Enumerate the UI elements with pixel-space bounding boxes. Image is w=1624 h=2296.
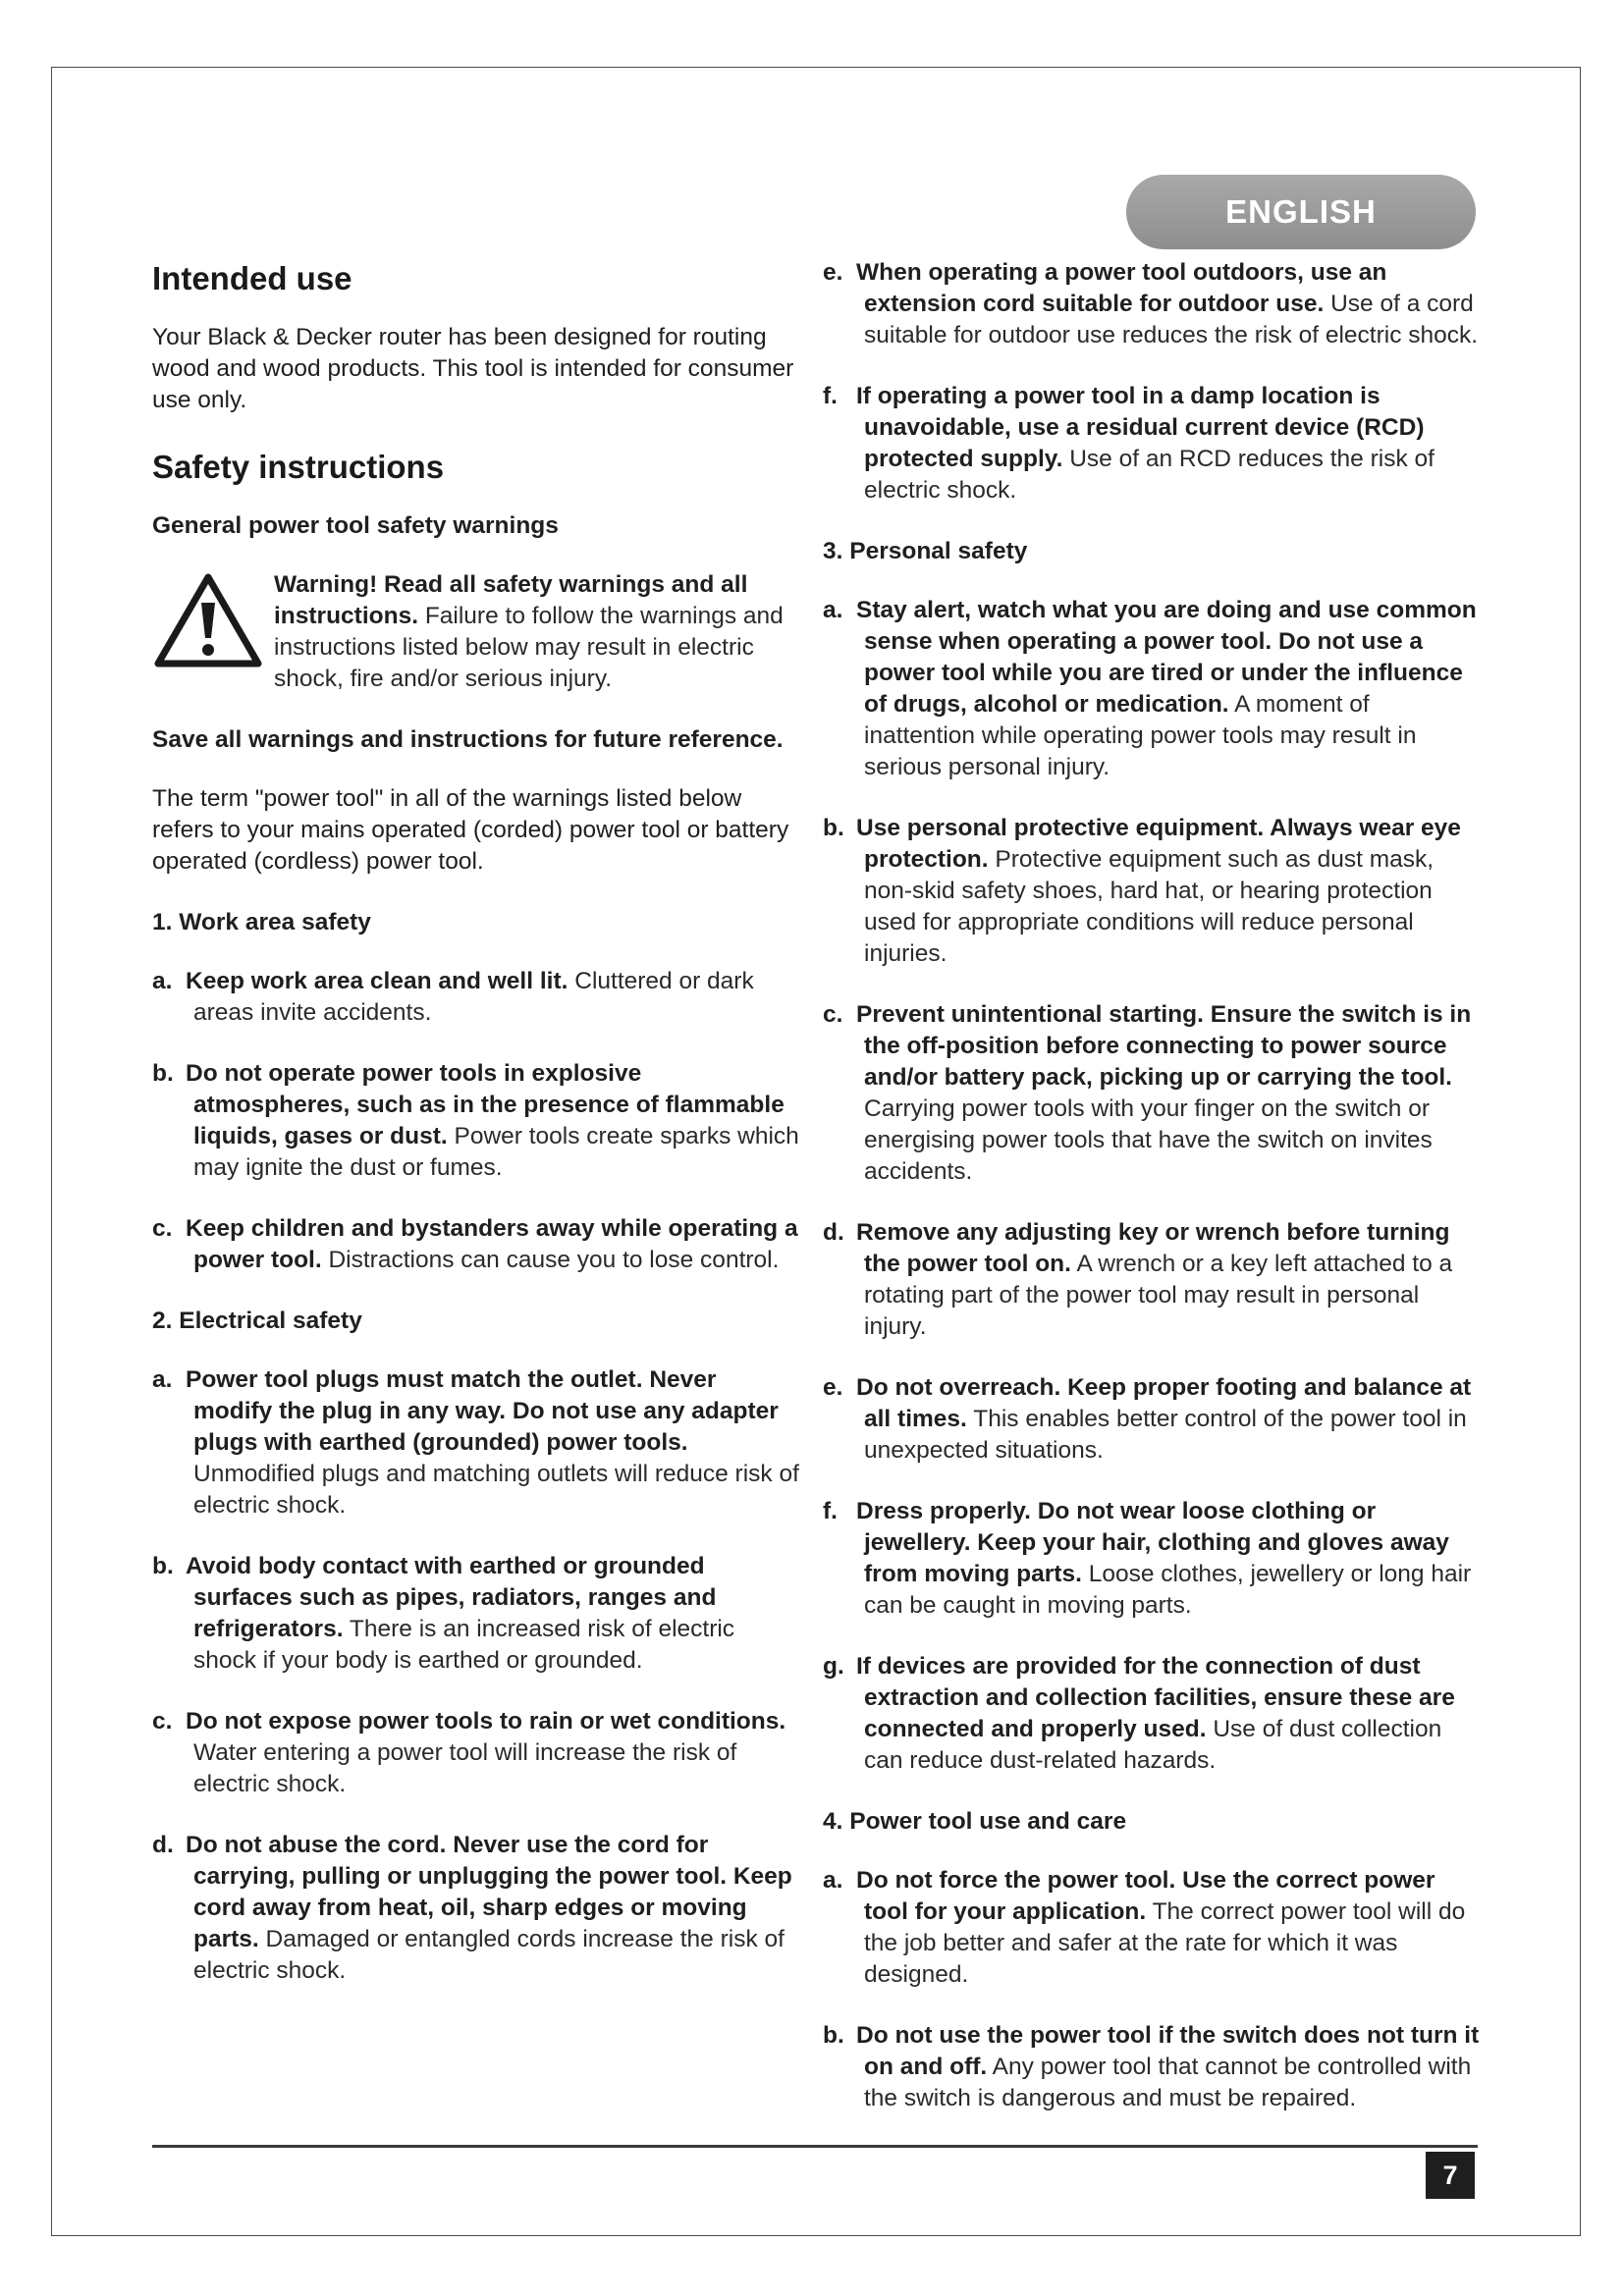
list-item bbox=[152, 1551, 800, 1677]
power-tool-term-text: The term "power tool" in all of the warnings listed below refers to your mains operated (corded) power tool or battery operated (cordless) power tool. bbox=[152, 785, 789, 875]
item-text: Use of dust collection can reduce dust-related hazards. bbox=[864, 1716, 1442, 1774]
left-column bbox=[152, 257, 800, 2016]
section-1-heading: 1. Work area safety bbox=[152, 909, 371, 935]
item-bold: Do not force the power tool. Use the correct power tool for your application. bbox=[856, 1867, 1435, 1925]
item-bold: Remove any adjusting key or wrench before turning the power tool on. bbox=[856, 1219, 1450, 1277]
warning-block bbox=[152, 569, 800, 695]
item-bold: Prevent unintentional starting. Ensure the switch is in the off-position before connecting to power source and/or battery pack, picking up or carrying the tool. bbox=[856, 1001, 1472, 1091]
list-item bbox=[823, 381, 1486, 507]
footer-rule bbox=[152, 2145, 1478, 2148]
list-item bbox=[152, 1058, 800, 1184]
item-bold: Avoid body contact with earthed or grounded surfaces such as pipes, radiators, ranges and refrigerators. bbox=[186, 1553, 717, 1642]
item-bold: Do not overreach. Keep proper footing and balance at all times. bbox=[856, 1374, 1472, 1432]
item-bold: When operating a power tool outdoors, use an extension cord suitable for outdoor use. bbox=[856, 259, 1387, 317]
item-text: A wrench or a key left attached to a rotating part of the power tool may result in personal injury. bbox=[864, 1251, 1453, 1340]
item-marker: d. bbox=[152, 1832, 174, 1858]
list-item bbox=[823, 2020, 1486, 2114]
list-item bbox=[823, 257, 1486, 351]
item-bold: Stay alert, watch what you are doing and use common sense when operating a power tool. Do not use a power tool while you are tired or under the influence of drugs, alcohol or medication. bbox=[856, 597, 1477, 718]
item-text: There is an increased risk of electric shock if your body is earthed or grounded. bbox=[193, 1616, 735, 1674]
item-bold: If devices are provided for the connection of dust extraction and collection facilities, ensure these are connected and properly used. bbox=[856, 1653, 1455, 1742]
item-marker: c. bbox=[152, 1215, 173, 1242]
item-bold: Do not abuse the cord. Never use the cord for carrying, pulling or unplugging the power tool. Keep cord away from heat, oil, sharp edges or moving parts. bbox=[186, 1832, 792, 1952]
item-text: This enables better control of the power tool in unexpected situations. bbox=[864, 1406, 1467, 1464]
item-marker: e. bbox=[823, 1374, 843, 1401]
item-marker: c. bbox=[823, 1001, 843, 1028]
item-marker: f. bbox=[823, 383, 838, 409]
list-item bbox=[152, 1213, 800, 1276]
list-item bbox=[823, 1496, 1486, 1622]
item-text: Water entering a power tool will increase the risk of electric shock. bbox=[193, 1739, 737, 1797]
item-bold: Keep work area clean and well lit. bbox=[186, 968, 568, 994]
section-3-heading: 3. Personal safety bbox=[823, 538, 1028, 564]
list-item bbox=[152, 1830, 800, 1987]
list-item bbox=[823, 1217, 1486, 1343]
item-text: Damaged or entangled cords increase the risk of electric shock. bbox=[193, 1926, 785, 1984]
list-item bbox=[823, 1865, 1486, 1991]
safety-instructions-heading: Safety instructions bbox=[152, 449, 445, 485]
section-2-heading: 2. Electrical safety bbox=[152, 1308, 362, 1334]
intended-use-text: Your Black & Decker router has been designed for routing wood and wood products. This tool is intended for consumer use only. bbox=[152, 324, 794, 413]
item-text: Unmodified plugs and matching outlets will reduce risk of electric shock. bbox=[193, 1461, 799, 1519]
item-text: A moment of inattention while operating power tools may result in serious personal injury. bbox=[864, 691, 1417, 780]
warning-bold-text: Warning! Read all safety warnings and all instructions. bbox=[274, 571, 748, 629]
right-column bbox=[823, 257, 1486, 2144]
item-bold: Do not operate power tools in explosive atmospheres, such as in the presence of flammable liquids, gases or dust. bbox=[186, 1060, 785, 1149]
language-tab: ENGLISH bbox=[1126, 175, 1476, 249]
save-warnings-text: Save all warnings and instructions for future reference. bbox=[152, 726, 784, 753]
item-marker: a. bbox=[152, 968, 173, 994]
list-item bbox=[152, 1364, 800, 1522]
list-item bbox=[823, 595, 1486, 783]
item-marker: f. bbox=[823, 1498, 838, 1524]
item-text: Loose clothes, jewellery or long hair can be caught in moving parts. bbox=[864, 1561, 1472, 1619]
list-item bbox=[152, 1706, 800, 1800]
list-item bbox=[823, 1372, 1486, 1467]
item-text: Distractions can cause you to lose control. bbox=[328, 1247, 780, 1273]
warning-text: Failure to follow the warnings and instructions listed below may result in electric shock, fire and/or serious injury. bbox=[274, 603, 784, 692]
item-marker: a. bbox=[152, 1366, 173, 1393]
item-text: Power tools create sparks which may ignite the dust or fumes. bbox=[193, 1123, 799, 1181]
item-text: Carrying power tools with your finger on the switch or energising power tools that have the switch on invites accidents. bbox=[864, 1095, 1433, 1185]
item-bold: Use personal protective equipment. Always wear eye protection. bbox=[856, 815, 1461, 873]
item-text: Protective equipment such as dust mask, non-skid safety shoes, hard hat, or hearing protection used for appropriate conditions will reduce personal injuries. bbox=[864, 846, 1435, 967]
intended-use-heading: Intended use bbox=[152, 260, 352, 296]
item-bold: Dress properly. Do not wear loose clothing or jewellery. Keep your hair, clothing and gloves away from moving parts. bbox=[856, 1498, 1449, 1587]
item-text: Use of a cord suitable for outdoor use reduces the risk of electric shock. bbox=[864, 291, 1479, 348]
list-item bbox=[823, 813, 1486, 970]
item-bold: Do not expose power tools to rain or wet conditions. bbox=[186, 1708, 786, 1735]
item-marker: b. bbox=[152, 1060, 174, 1087]
item-bold: Power tool plugs must match the outlet. Never modify the plug in any way. Do not use any adapter plugs with earthed (grounded) power tools. bbox=[186, 1366, 779, 1456]
item-text: The correct power tool will do the job better and safer at the rate for which it was designed. bbox=[864, 1898, 1466, 1988]
list-item bbox=[823, 999, 1486, 1188]
item-marker: e. bbox=[823, 259, 843, 286]
item-text: Any power tool that cannot be controlled with the switch is dangerous and must be repaired. bbox=[864, 2054, 1472, 2111]
item-marker: a. bbox=[823, 597, 843, 623]
item-marker: c. bbox=[152, 1708, 173, 1735]
list-item bbox=[823, 1651, 1486, 1777]
warning-triangle-icon bbox=[152, 569, 272, 695]
item-marker: d. bbox=[823, 1219, 844, 1246]
item-marker: a. bbox=[823, 1867, 843, 1894]
item-bold: Do not use the power tool if the switch does not turn it on and off. bbox=[856, 2022, 1480, 2080]
item-bold: Keep children and bystanders away while operating a power tool. bbox=[186, 1215, 798, 1273]
item-marker: b. bbox=[823, 815, 844, 841]
page-number: 7 bbox=[1426, 2152, 1475, 2199]
general-warnings-heading: General power tool safety warnings bbox=[152, 512, 559, 539]
item-marker: b. bbox=[823, 2022, 844, 2049]
item-text: Use of an RCD reduces the risk of electric shock. bbox=[864, 446, 1435, 504]
item-text: Cluttered or dark areas invite accidents. bbox=[193, 968, 754, 1026]
item-bold: If operating a power tool in a damp location is unavoidable, use a residual current device (RCD) protected supply. bbox=[856, 383, 1425, 472]
list-item bbox=[152, 966, 800, 1029]
section-4-heading: 4. Power tool use and care bbox=[823, 1808, 1127, 1835]
item-marker: g. bbox=[823, 1653, 844, 1680]
item-marker: b. bbox=[152, 1553, 174, 1579]
